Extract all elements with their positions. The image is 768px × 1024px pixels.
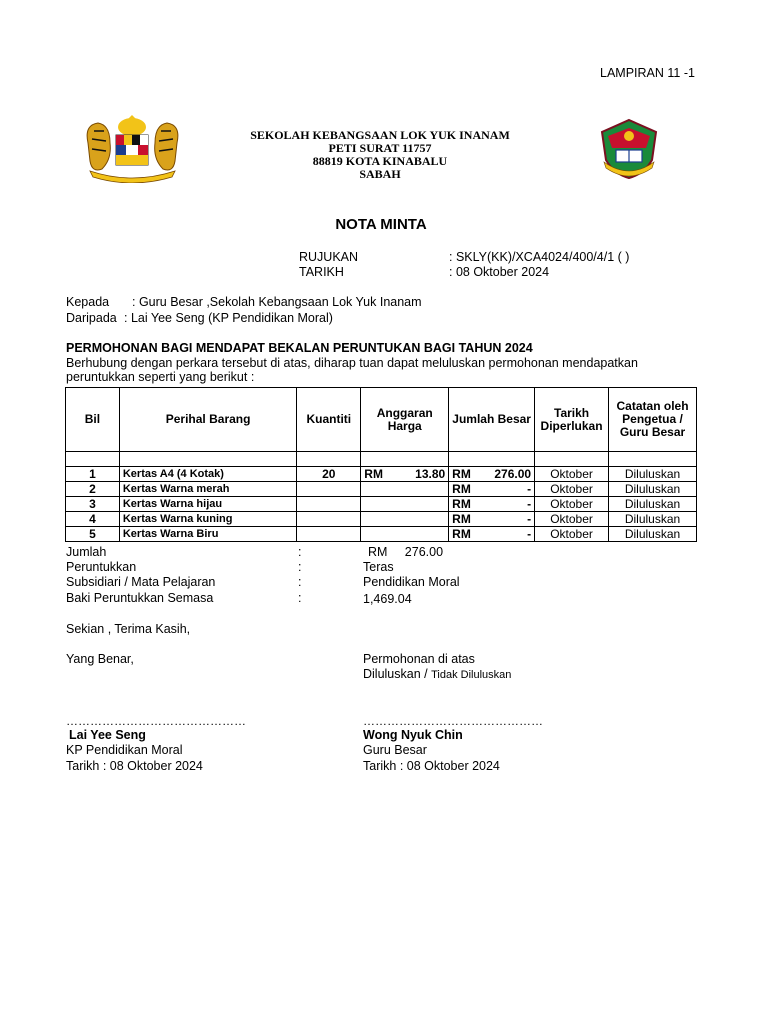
summary-colon: :: [298, 545, 302, 559]
table-spacer-row: [66, 452, 697, 467]
summary-allocation-value: Teras: [363, 560, 394, 574]
summary-colon: :: [298, 560, 302, 574]
table-row: [66, 527, 697, 542]
signer-left-name: Lai Yee Seng: [69, 728, 146, 742]
school-po-box: PETI SURAT 11757: [328, 141, 432, 155]
signer-left-role: KP Pendidikan Moral: [66, 743, 183, 757]
signer-left-date: Tarikh : 08 Oktober 2024: [66, 759, 203, 773]
date-label: TARIKH: [299, 265, 344, 279]
summary-subject-label: Subsidiari / Mata Pelajaran: [66, 575, 216, 589]
signer-right-date: Tarikh : 08 Oktober 2024: [363, 759, 500, 773]
total-amount: -: [527, 512, 532, 526]
price-amount: 13.80: [415, 467, 446, 481]
row-note: Diluluskan: [609, 467, 697, 482]
row-price: [361, 512, 449, 527]
summary-colon: :: [298, 591, 302, 605]
row-note: Diluluskan: [609, 512, 697, 527]
row-price: [361, 467, 449, 482]
row-bil: 2: [66, 482, 120, 497]
row-date: Oktober: [535, 512, 609, 527]
row-note: Diluluskan: [609, 482, 697, 497]
school-logo-icon: [596, 116, 662, 182]
items-table: [65, 387, 697, 542]
header-kuantiti: Kuantiti: [297, 388, 361, 452]
from-value: : Lai Yee Seng (KP Pendidikan Moral): [124, 311, 333, 325]
header-jumlah: Jumlah Besar: [449, 388, 535, 452]
row-date: Oktober: [535, 497, 609, 512]
total-currency: RM: [452, 467, 471, 481]
row-total: [449, 497, 535, 512]
approval-line-1: Permohonan di atas: [363, 652, 475, 666]
table-row: [66, 467, 697, 482]
total-amount: -: [527, 527, 532, 541]
summary-subject-value: Pendidikan Moral: [363, 575, 460, 589]
approval-rejected: Tidak Diluluskan: [431, 669, 512, 681]
subject-heading: PERMOHONAN BAGI MENDAPAT BEKALAN PERUNTUKAN BAGI TAHUN 2024: [66, 341, 533, 355]
row-price: [361, 482, 449, 497]
row-price: [361, 527, 449, 542]
row-total: [449, 527, 535, 542]
summary-colon: :: [298, 575, 302, 589]
row-qty: [297, 512, 361, 527]
intro-line-2: peruntukkan seperti yang berikut :: [66, 370, 255, 384]
from-label: Daripada: [66, 311, 117, 325]
signer-right-role: Guru Besar: [363, 743, 427, 757]
row-qty: [297, 527, 361, 542]
to-label: Kepada: [66, 295, 110, 309]
row-item: Kertas Warna Biru: [119, 527, 296, 542]
total-amount: 276.00: [494, 467, 532, 481]
school-postcode-city: 88819 KOTA KINABALU: [312, 154, 448, 168]
price-currency: RM: [364, 467, 383, 481]
row-qty: [297, 497, 361, 512]
row-item: Kertas Warna kuning: [119, 512, 296, 527]
row-qty: [297, 482, 361, 497]
appendix-label: LAMPIRAN 11 -1: [600, 66, 695, 80]
row-bil: 5: [66, 527, 120, 542]
row-total: [449, 512, 535, 527]
table-row: [66, 482, 697, 497]
row-date: Oktober: [535, 527, 609, 542]
total-currency: RM: [452, 482, 471, 496]
row-total: [449, 482, 535, 497]
header-bil: Bil: [66, 388, 120, 452]
summary-total-label: Jumlah: [66, 545, 107, 559]
yours-truly: Yang Benar,: [66, 652, 134, 666]
header-catatan: Catatan oleh Pengetua / Guru Besar: [609, 388, 697, 452]
row-date: Oktober: [535, 467, 609, 482]
closing-text: Sekian , Terima Kasih,: [66, 622, 191, 636]
total-amount: -: [527, 482, 532, 496]
intro-line-1: Berhubung dengan perkara tersebut di atas, diharap tuan dapat meluluskan permohonan mendapatkan: [66, 356, 638, 370]
row-date: Oktober: [535, 482, 609, 497]
row-total: [449, 467, 535, 482]
table-header-row: [66, 388, 697, 452]
row-qty: 20: [297, 467, 361, 482]
table-row: [66, 497, 697, 512]
row-price: [361, 497, 449, 512]
summary-balance-value: 1,469.04: [363, 592, 412, 606]
header-anggaran: Anggaran Harga: [361, 388, 449, 452]
row-bil: 3: [66, 497, 120, 512]
date-value: : 08 Oktober 2024: [449, 265, 550, 279]
signature-line-left: ………………………………………: [66, 714, 246, 728]
table-row: [66, 512, 697, 527]
row-item: Kertas Warna merah: [119, 482, 296, 497]
header-tarikh: Tarikh Diperlukan: [535, 388, 609, 452]
school-name: SEKOLAH KEBANGSAAN LOK YUK INANAM: [250, 128, 510, 142]
reference-value: : SKLY(KK)/XCA4024/400/4/1 ( ): [449, 250, 630, 264]
total-currency: RM: [452, 497, 471, 511]
row-note: Diluluskan: [609, 527, 697, 542]
document-title: NOTA MINTA: [335, 216, 427, 233]
approval-status: [363, 667, 511, 681]
total-currency: RM: [452, 527, 471, 541]
row-item: Kertas A4 (4 Kotak): [119, 467, 296, 482]
total-currency: RM: [452, 512, 471, 526]
approval-approved: Diluluskan /: [363, 667, 428, 681]
row-item: Kertas Warna hijau: [119, 497, 296, 512]
summary-total-value: RM 276.00: [368, 545, 444, 559]
row-bil: 4: [66, 512, 120, 527]
row-bil: 1: [66, 467, 120, 482]
total-amount: -: [527, 497, 532, 511]
school-address: [200, 129, 560, 181]
to-value: : Guru Besar ,Sekolah Kebangsaan Lok Yuk Inanam: [132, 295, 422, 309]
reference-label: RUJUKAN: [299, 250, 359, 264]
row-note: Diluluskan: [609, 497, 697, 512]
signature-line-right: ………………………………………: [363, 714, 543, 728]
header-perihal: Perihal Barang: [119, 388, 296, 452]
signer-right-name: Wong Nyuk Chin: [363, 728, 463, 742]
national-crest-icon: [80, 113, 185, 183]
school-state: SABAH: [359, 167, 401, 181]
summary-balance-label: Baki Peruntukkan Semasa: [66, 591, 214, 605]
summary-allocation-label: Peruntukkan: [66, 560, 137, 574]
